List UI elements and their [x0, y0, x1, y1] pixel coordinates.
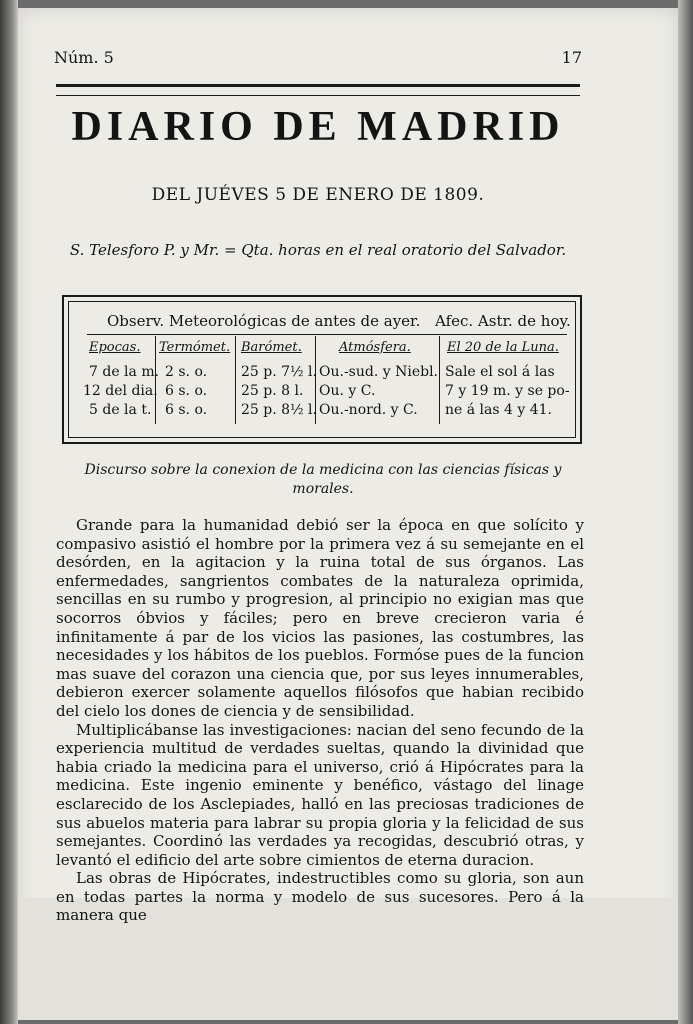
weather-table	[62, 295, 582, 444]
saint-line: S. Telesforo P. y Mr. = Qta. horas en el real oratorio del Salvador.	[69, 241, 567, 259]
row-epoca: 7 de la m.	[89, 364, 160, 380]
col-epocas: Epocas.	[89, 340, 141, 355]
row-baro: 25 p. 8 l.	[241, 383, 304, 399]
row-atmos: Ou. y C.	[319, 383, 376, 399]
col-luna: El 20 de la Luna.	[447, 340, 559, 355]
astro-line: 7 y 19 m. y se po-	[445, 383, 570, 399]
heading-rule	[87, 334, 567, 335]
column-divider	[439, 336, 440, 424]
issue-number: Núm. 5	[54, 48, 114, 67]
row-atmos: Ou.-sud. y Niebl.	[319, 364, 438, 380]
row-epoca: 5 de la t.	[89, 402, 152, 418]
paragraph: Multiplicábanse las investigaciones: nacian del seno fecundo de la experiencia multitud de verdades sueltas, quando la divinidad que habia criado la medicina para el universo, crió á Hipócrates para la medicina. Este ingenio eminente y benéfico, vástago del linage esclarecido de los Asclepiades, halló en las preciosas tradiciones de sus abuelos materia para labrar su propia gloria y la felicidad de sus semejantes. Coordinó las verdades ya recogidas, descubrió otras, y levantó el edificio del arte sobre cimientos de eterna duracion.	[56, 720, 584, 869]
row-atmos: Ou.-nord. y C.	[319, 402, 418, 418]
page-number: 17	[561, 48, 582, 67]
row-epoca: 12 del dia.	[83, 383, 158, 399]
weather-heading: Observ. Meteorológicas de antes de ayer.	[107, 312, 421, 330]
paragraph: Las obras de Hipócrates, indestructibles como su gloria, son aun en todas partes la norma y modelo de sus sucesores. Pero á la manera que	[56, 869, 584, 925]
date-line: DEL JUÉVES 5 DE ENERO DE 1809.	[151, 185, 485, 205]
row-termo: 6 s. o.	[165, 402, 208, 418]
row-baro: 25 p. 8½ l.	[241, 402, 317, 418]
astro-heading: Afec. Astr. de hoy.	[435, 312, 571, 330]
book-spine	[0, 0, 18, 1024]
newspaper-page	[18, 8, 678, 1020]
article-body	[56, 516, 584, 925]
column-divider	[155, 336, 156, 424]
row-termo: 6 s. o.	[165, 383, 208, 399]
masthead-title: DIARIO DE MADRID	[71, 104, 565, 150]
col-termometro: Termómet.	[159, 340, 231, 355]
row-termo: 2 s. o.	[165, 364, 208, 380]
article-title: Discurso sobre la conexion de la medicina con las ciencias físicas y morales.	[84, 462, 562, 497]
column-divider	[235, 336, 236, 424]
col-barometro: Barómet.	[241, 340, 302, 355]
row-baro: 25 p. 7½ l.	[241, 364, 317, 380]
astro-line: ne á las 4 y 41.	[445, 402, 552, 418]
double-rule	[56, 84, 580, 96]
page-edge	[678, 0, 693, 1024]
paragraph: Grande para la humanidad debió ser la época en que solícito y compasivo asistió el hombre por la primera vez á su semejante en el desórden, en la agitacion y la ruina total de sus órganos. Las enfermedades, sangrientos combates de la naturaleza oprimida, sencillas en su rumbo y progresion, al principio no exigian mas que socorros óbvios y fáciles; pero en breve crecieron varia é infinitamente á par de los vicios las pasiones, las costumbres, las necesidades y los hábitos de los pueblos. Formóse pues de la funcion mas suave del corazon una ciencia que, por sus leyes innumerables, debieron exercer solamente aquellos filósofos que habian recibido del cielo los dones de ciencia y de sensibilidad.	[56, 516, 584, 720]
col-atmosfera: Atmósfera.	[339, 340, 411, 355]
astro-line: Sale el sol á las	[445, 364, 555, 380]
